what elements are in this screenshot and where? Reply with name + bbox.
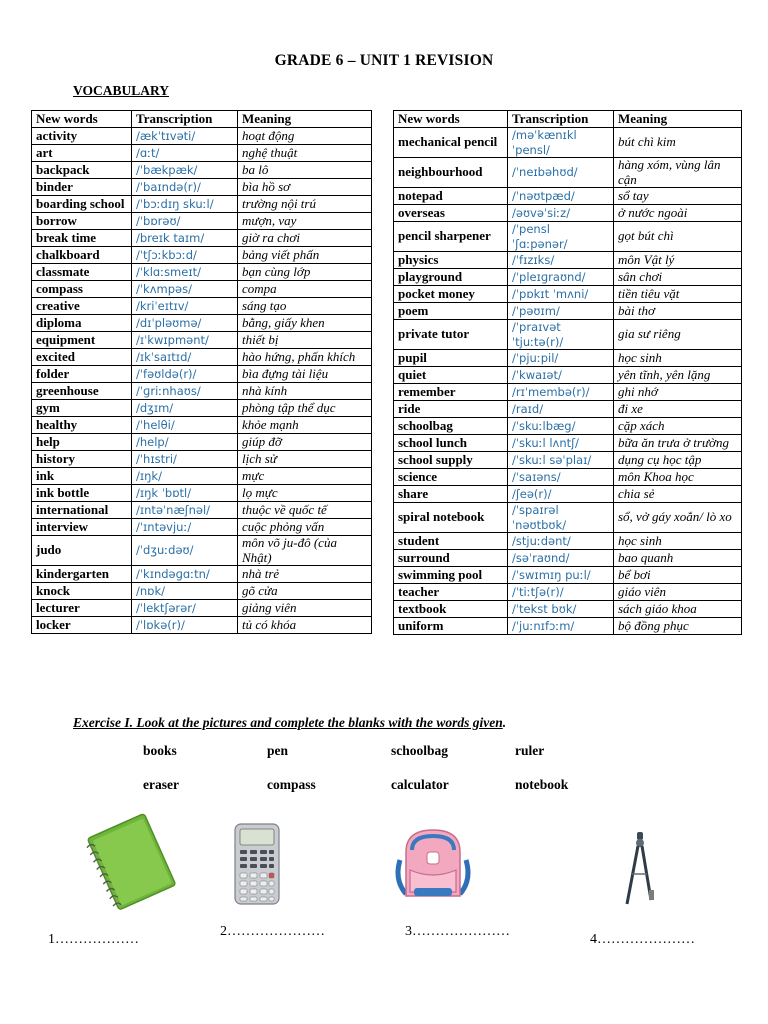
vocab-word: diploma — [32, 315, 132, 332]
table-row — [394, 320, 742, 350]
vocab-transcription: /ˈtʃɔːkbɔːd/ — [132, 247, 238, 264]
table-row — [394, 618, 742, 635]
vocab-meaning: sổ, vở gáy xoắn/ lò xo — [614, 503, 742, 533]
table-row — [394, 367, 742, 384]
table-row — [32, 617, 372, 634]
table-row — [394, 303, 742, 320]
table-row — [32, 468, 372, 485]
vocab-transcription: /ˈfəʊldə(r)/ — [132, 366, 238, 383]
vocab-meaning: cuộc phỏng vấn — [238, 519, 372, 536]
vocab-word: borrow — [32, 213, 132, 230]
table-row — [394, 567, 742, 584]
vocabulary-table-right — [393, 110, 742, 635]
table-row — [32, 264, 372, 281]
vocab-word: playground — [394, 269, 508, 286]
vocab-transcription: /ˈneɪbəhʊd/ — [508, 158, 614, 188]
exercise-instruction — [73, 715, 506, 731]
vocab-meaning: bìa đựng tài liệu — [238, 366, 372, 383]
vocab-meaning: mực — [238, 468, 372, 485]
vocab-meaning: môn võ ju-đô (của Nhật) — [238, 536, 372, 566]
vocab-meaning: yên tĩnh, yên lặng — [614, 367, 742, 384]
vocab-meaning: sáng tạo — [238, 298, 372, 315]
table-row — [394, 401, 742, 418]
vocab-transcription: /raɪd/ — [508, 401, 614, 418]
vocab-meaning: bảng viết phấn — [238, 247, 372, 264]
word-bank-item: books — [143, 743, 177, 758]
vocab-word: locker — [32, 617, 132, 634]
vocab-word: kindergarten — [32, 566, 132, 583]
vocab-meaning: mượn, vay — [238, 213, 372, 230]
vocab-word: private tutor — [394, 320, 508, 350]
vocab-word: international — [32, 502, 132, 519]
vocab-word: judo — [32, 536, 132, 566]
vocab-meaning: gọt bút chì — [614, 222, 742, 252]
table-row — [32, 145, 372, 162]
table-row — [32, 298, 372, 315]
vocab-word: pencil sharpener — [394, 222, 508, 252]
table-row — [394, 584, 742, 601]
vocab-meaning: học sinh — [614, 533, 742, 550]
vocab-word: compass — [32, 281, 132, 298]
vocab-transcription: /ˈhelθi/ — [132, 417, 238, 434]
vocab-transcription: /kriˈeɪtɪv/ — [132, 298, 238, 315]
vocab-transcription: /ɪŋk ˈbɒtl/ — [132, 485, 238, 502]
vocab-transcription: /ˈdʒuːdəʊ/ — [132, 536, 238, 566]
table-row — [394, 435, 742, 452]
vocab-word: lecturer — [32, 600, 132, 617]
table-row — [32, 349, 372, 366]
vocab-transcription: /ˈbɔːdɪŋ skuːl/ — [132, 196, 238, 213]
exercise-instruction-period: . — [502, 715, 507, 730]
vocab-transcription: /nɒk/ — [132, 583, 238, 600]
table-row — [32, 281, 372, 298]
table-row — [394, 269, 742, 286]
vocab-meaning: tủ có khóa — [238, 617, 372, 634]
vocab-word: teacher — [394, 584, 508, 601]
table-row — [32, 400, 372, 417]
vocab-transcription: /ɪŋk/ — [132, 468, 238, 485]
word-bank-item: notebook — [515, 777, 569, 792]
vocab-transcription: /ˈtekst bʊk/ — [508, 601, 614, 618]
page-title: GRADE 6 – UNIT 1 REVISION — [274, 52, 494, 69]
vocab-word: art — [32, 145, 132, 162]
table-row — [394, 158, 742, 188]
table-row — [394, 188, 742, 205]
vocab-meaning: phòng tập thể dục — [238, 400, 372, 417]
vocab-meaning: ở nước ngoài — [614, 205, 742, 222]
vocab-word: creative — [32, 298, 132, 315]
vocab-meaning: bao quanh — [614, 550, 742, 567]
vocab-meaning: lọ mực — [238, 485, 372, 502]
blank-2[interactable]: 2………………… — [220, 924, 325, 939]
vocab-transcription: /ˈskuːlbæg/ — [508, 418, 614, 435]
vocab-transcription: /dɪˈpləʊmə/ — [132, 315, 238, 332]
vocab-word: healthy — [32, 417, 132, 434]
table-row — [32, 162, 372, 179]
vocab-word: student — [394, 533, 508, 550]
vocab-meaning: sách giáo khoa — [614, 601, 742, 618]
table-row — [32, 247, 372, 264]
table-row — [32, 451, 372, 468]
vocab-meaning: bộ đồng phục — [614, 618, 742, 635]
vocab-meaning: ghi nhớ — [614, 384, 742, 401]
vocab-word: pocket money — [394, 286, 508, 303]
vocab-meaning: học sinh — [614, 350, 742, 367]
vocab-word: interview — [32, 519, 132, 536]
vocab-transcription: /ˈlektʃərər/ — [132, 600, 238, 617]
section-heading-vocabulary: VOCABULARY — [73, 83, 170, 98]
vocab-transcription: /ɑːt/ — [132, 145, 238, 162]
vocab-meaning: tiền tiêu vặt — [614, 286, 742, 303]
word-bank-item: compass — [267, 777, 316, 792]
vocab-transcription: /ˈskuːl lʌntʃ/ — [508, 435, 614, 452]
header-meaning: Meaning — [238, 111, 372, 128]
vocab-meaning: hào hứng, phấn khích — [238, 349, 372, 366]
vocab-transcription: /ˈpəʊɪm/ — [508, 303, 614, 320]
table-row — [394, 350, 742, 367]
vocab-transcription: /ˈkwaɪət/ — [508, 367, 614, 384]
vocab-word: ink — [32, 468, 132, 485]
vocab-transcription: /ˈbækpæk/ — [132, 162, 238, 179]
table-row — [32, 502, 372, 519]
table-row — [394, 252, 742, 269]
notebook-picture — [80, 808, 186, 912]
vocab-word: quiet — [394, 367, 508, 384]
table-row — [32, 128, 372, 145]
vocab-transcription: /ˈsaɪəns/ — [508, 469, 614, 486]
vocab-transcription: /ɪntəˈnæʃnəl/ — [132, 502, 238, 519]
vocabulary-table-left — [31, 110, 372, 634]
vocab-word: share — [394, 486, 508, 503]
vocab-transcription: /ˈpjuːpil/ — [508, 350, 614, 367]
vocab-word: chalkboard — [32, 247, 132, 264]
vocab-word: folder — [32, 366, 132, 383]
vocab-meaning: chia sẻ — [614, 486, 742, 503]
vocab-meaning: gia sư riêng — [614, 320, 742, 350]
table-row — [394, 533, 742, 550]
blank-1[interactable]: 1……………… — [48, 932, 139, 947]
word-bank-item: calculator — [391, 777, 449, 792]
table-row — [32, 434, 372, 451]
vocab-word: schoolbag — [394, 418, 508, 435]
vocab-meaning: bằng, giấy khen — [238, 315, 372, 332]
vocab-transcription: /ˈbaɪndə(r)/ — [132, 179, 238, 196]
header-meaning: Meaning — [614, 111, 742, 128]
vocab-transcription: /ˈpleɪɡraʊnd/ — [508, 269, 614, 286]
vocab-word: equipment — [32, 332, 132, 349]
schoolbag-picture — [394, 826, 472, 902]
word-bank-item: pen — [267, 743, 289, 758]
vocab-transcription: /ˈkʌmpəs/ — [132, 281, 238, 298]
vocab-transcription: /ˈskuːl səˈplaɪ/ — [508, 452, 614, 469]
header-transcription: Transcription — [132, 111, 238, 128]
vocab-meaning: giúp đỡ — [238, 434, 372, 451]
vocab-transcription: /ˈɪntəvjuː/ — [132, 519, 238, 536]
vocab-meaning: giờ ra chơi — [238, 230, 372, 247]
table-row — [32, 536, 372, 566]
vocab-transcription: /ˈhɪstri/ — [132, 451, 238, 468]
vocab-transcription: /ˈspaɪrəl ˈnəʊtbʊk/ — [508, 503, 614, 533]
vocab-transcription: /ˈpensl ˈʃɑːpənər/ — [508, 222, 614, 252]
table-row — [394, 128, 742, 158]
table-row — [32, 583, 372, 600]
vocab-meaning: khỏe mạnh — [238, 417, 372, 434]
vocab-meaning: bạn cùng lớp — [238, 264, 372, 281]
vocab-word: help — [32, 434, 132, 451]
vocab-transcription: /ɪˈkwɪpmənt/ — [132, 332, 238, 349]
vocab-meaning: môn Vật lý — [614, 252, 742, 269]
vocab-meaning: thiết bị — [238, 332, 372, 349]
vocab-word: history — [32, 451, 132, 468]
vocab-meaning: ba lô — [238, 162, 372, 179]
table-row — [32, 485, 372, 502]
vocab-meaning: thuộc về quốc tế — [238, 502, 372, 519]
word-bank-item: eraser — [143, 777, 179, 792]
table-row — [394, 205, 742, 222]
vocab-transcription: /help/ — [132, 434, 238, 451]
vocab-transcription: /ˈtiːtʃə(r)/ — [508, 584, 614, 601]
vocab-meaning: bút chì kim — [614, 128, 742, 158]
vocab-meaning: trường nội trú — [238, 196, 372, 213]
vocab-word: classmate — [32, 264, 132, 281]
table-header-row — [32, 111, 372, 128]
vocab-word: excited — [32, 349, 132, 366]
table-row — [32, 179, 372, 196]
vocab-word: break time — [32, 230, 132, 247]
vocab-word: knock — [32, 583, 132, 600]
vocab-transcription: /rɪˈmembə(r)/ — [508, 384, 614, 401]
vocab-word: neighbourhood — [394, 158, 508, 188]
vocab-word: ride — [394, 401, 508, 418]
vocab-meaning: bìa hồ sơ — [238, 179, 372, 196]
table-row — [32, 600, 372, 617]
vocab-meaning: đi xe — [614, 401, 742, 418]
table-row — [394, 418, 742, 435]
table-row — [394, 286, 742, 303]
vocab-meaning: dụng cụ học tập — [614, 452, 742, 469]
table-row — [394, 452, 742, 469]
vocab-meaning: bài thơ — [614, 303, 742, 320]
table-row — [32, 566, 372, 583]
exercise-instruction-text: Exercise I. Look at the pictures and complete the blanks with the words given — [73, 715, 503, 730]
vocab-transcription: /ˈnəʊtpæd/ — [508, 188, 614, 205]
table-row — [32, 383, 372, 400]
vocab-transcription: /ˈpɒkɪt ˈmʌni/ — [508, 286, 614, 303]
vocab-word: mechanical pencil — [394, 128, 508, 158]
vocab-word: pupil — [394, 350, 508, 367]
vocab-word: backpack — [32, 162, 132, 179]
vocab-meaning: sổ tay — [614, 188, 742, 205]
vocab-transcription: /ˈpraɪvət ˈtjuːtə(r)/ — [508, 320, 614, 350]
word-bank-item: ruler — [515, 743, 545, 758]
header-new-words: New words — [394, 111, 508, 128]
table-header-row — [394, 111, 742, 128]
vocab-word: greenhouse — [32, 383, 132, 400]
vocab-transcription: /səˈraʊnd/ — [508, 550, 614, 567]
vocab-word: poem — [394, 303, 508, 320]
table-row — [32, 315, 372, 332]
vocab-word: physics — [394, 252, 508, 269]
vocab-meaning: nhà trẻ — [238, 566, 372, 583]
table-row — [394, 550, 742, 567]
vocab-transcription: /dʒɪm/ — [132, 400, 238, 417]
vocab-transcription: /ˈlɒkə(r)/ — [132, 617, 238, 634]
vocab-meaning: hàng xóm, vùng lân cận — [614, 158, 742, 188]
vocab-transcription: /ʃeə(r)/ — [508, 486, 614, 503]
header-new-words: New words — [32, 111, 132, 128]
table-row — [32, 366, 372, 383]
vocab-transcription: /ˈjuːnɪfɔːm/ — [508, 618, 614, 635]
vocab-meaning: nghệ thuật — [238, 145, 372, 162]
vocab-meaning: cặp xách — [614, 418, 742, 435]
table-row — [32, 213, 372, 230]
vocab-meaning: lịch sử — [238, 451, 372, 468]
vocab-transcription: /breɪk taɪm/ — [132, 230, 238, 247]
table-row — [394, 469, 742, 486]
table-row — [394, 384, 742, 401]
vocab-word: textbook — [394, 601, 508, 618]
table-row — [394, 503, 742, 533]
table-row — [32, 417, 372, 434]
table-row — [32, 519, 372, 536]
vocab-word: surround — [394, 550, 508, 567]
vocab-transcription: /ˈbɒrəʊ/ — [132, 213, 238, 230]
vocab-transcription: /əʊvəˈsiːz/ — [508, 205, 614, 222]
vocab-meaning: môn Khoa học — [614, 469, 742, 486]
vocab-transcription: /ɪkˈsaɪtɪd/ — [132, 349, 238, 366]
vocab-word: binder — [32, 179, 132, 196]
vocab-meaning: compa — [238, 281, 372, 298]
vocab-meaning: giáo viên — [614, 584, 742, 601]
vocab-word: uniform — [394, 618, 508, 635]
table-row — [394, 486, 742, 503]
vocab-transcription: /ˈklɑːsmeɪt/ — [132, 264, 238, 281]
vocab-word: swimming pool — [394, 567, 508, 584]
vocab-transcription: /məˈkænɪkl ˈpensl/ — [508, 128, 614, 158]
vocab-transcription: /ækˈtɪvəti/ — [132, 128, 238, 145]
vocab-transcription: /ˈswɪmɪŋ puːl/ — [508, 567, 614, 584]
vocab-meaning: sân chơi — [614, 269, 742, 286]
word-bank-item: schoolbag — [391, 743, 449, 758]
vocab-transcription: /ˈkɪndəɡɑːtn/ — [132, 566, 238, 583]
table-row — [32, 230, 372, 247]
vocab-word: remember — [394, 384, 508, 401]
vocab-word: ink bottle — [32, 485, 132, 502]
vocab-meaning: bể bơi — [614, 567, 742, 584]
vocab-transcription: /ˈfɪzɪks/ — [508, 252, 614, 269]
calculator-picture — [233, 822, 281, 906]
vocab-meaning: giảng viên — [238, 600, 372, 617]
table-row — [32, 332, 372, 349]
vocab-meaning: gõ cửa — [238, 583, 372, 600]
vocab-word: boarding school — [32, 196, 132, 213]
header-transcription: Transcription — [508, 111, 614, 128]
vocab-meaning: bữa ăn trưa ở trường — [614, 435, 742, 452]
vocab-transcription: /ˈɡriːnhaʊs/ — [132, 383, 238, 400]
vocab-word: activity — [32, 128, 132, 145]
vocab-word: science — [394, 469, 508, 486]
compass-picture — [622, 830, 658, 908]
vocab-word: notepad — [394, 188, 508, 205]
blank-3[interactable]: 3………………… — [405, 924, 510, 939]
vocab-word: school lunch — [394, 435, 508, 452]
vocab-word: spiral notebook — [394, 503, 508, 533]
vocab-word: school supply — [394, 452, 508, 469]
table-row — [394, 601, 742, 618]
blank-4[interactable]: 4………………… — [590, 932, 695, 947]
table-row — [394, 222, 742, 252]
table-row — [32, 196, 372, 213]
vocab-transcription: /stjuːdənt/ — [508, 533, 614, 550]
vocab-meaning: nhà kính — [238, 383, 372, 400]
vocab-word: overseas — [394, 205, 508, 222]
vocab-word: gym — [32, 400, 132, 417]
vocab-meaning: hoạt động — [238, 128, 372, 145]
